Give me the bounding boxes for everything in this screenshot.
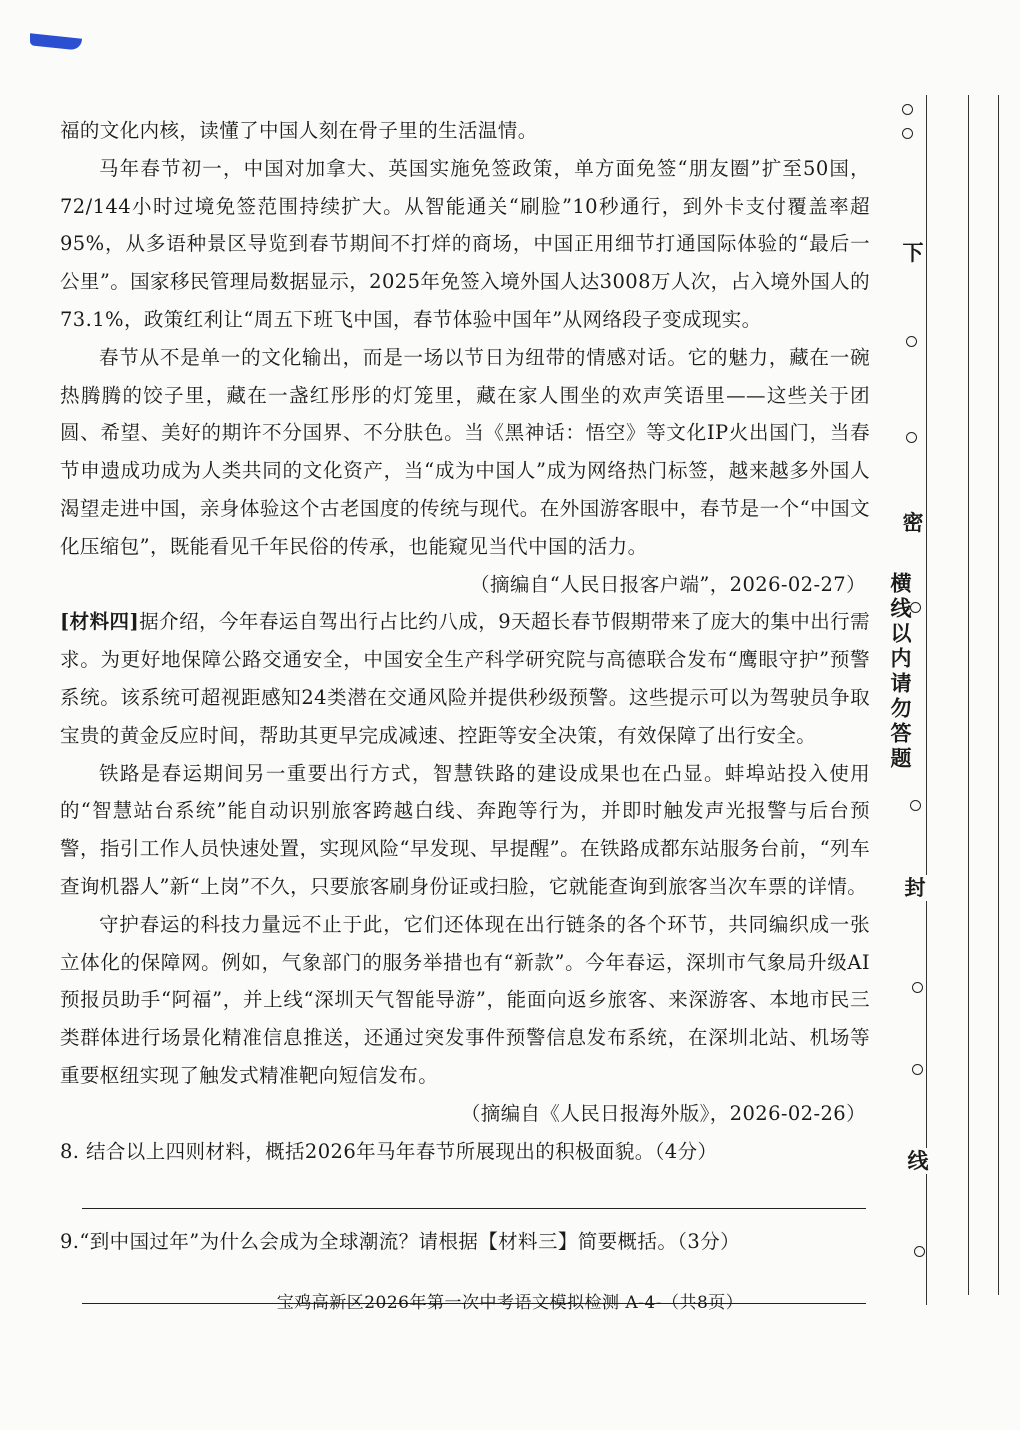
margin-line [968, 95, 969, 1295]
question-9: 9.“到中国过年”为什么会成为全球潮流？请根据【材料三】简要概括。（3分） [60, 1230, 740, 1254]
binding-char-feng: 封 [902, 875, 928, 901]
seal-line [926, 95, 927, 1305]
circle-mark [906, 432, 917, 443]
answer-line-q8[interactable] [82, 1208, 866, 1209]
binding-notice: 横线以内请勿答题 [888, 572, 913, 772]
source-citation: （摘编自《人民日报海外版》，2026-02-26） [460, 1101, 866, 1125]
circle-mark [910, 800, 921, 811]
blue-ink-mark [30, 33, 82, 50]
binding-char-xia: 下 [900, 240, 926, 266]
paragraph-text: 据介绍，今年春运自驾出行占比约八成，9天超长春节假期带来了庞大的集中出行需求。为更好地保障公路交通安全，中国安全生产科学研究院与高德联合发布“鹰眼守护”预警系统。该系统可超视距感知24类潜在交通风险并提供秒级预警。这些提示可以为驾驶员争取宝贵的黄金反应时间，帮助其更早完成减速、控距等安全决策，有效保障了出行安全。 [60, 610, 870, 747]
question-8: 8. 结合以上四则材料，概括2026年马年春节所展现出的积极面貌。（4分） [60, 1139, 718, 1163]
paragraph-material-four [60, 603, 870, 754]
circle-mark [914, 1246, 925, 1257]
circle-mark [912, 982, 923, 993]
paragraph: 春节从不是单一的文化输出，而是一场以节日为纽带的情感对话。它的魅力，藏在一碗热腾腾的饺子里，藏在一盏红彤彤的灯笼里，藏在家人围坐的欢声笑语里——这些关于团圆、希望、美好的期许不分国界、不分肤色。当《黑神话：悟空》等文化IP火出国门，当春节申遗成功成为人类共同的文化资产，当“成为中国人”成为网络热门标签，越来越多外国人渴望走进中国，亲身体验这个古老国度的传统与现代。在外国游客眼中，春节是一个“中国文化压缩包”，既能看见千年民俗的传承，也能窥见当代中国的活力。 [60, 345, 870, 558]
circle-mark [902, 128, 913, 139]
circle-mark [912, 1064, 923, 1075]
paragraph: 守护春运的科技力量远不止于此，它们还体现在出行链条的各个环节，共同编织成一张立体化的保障网。例如，气象部门的服务举措也有“新款”。今年春运，深圳市气象局升级AI预报员助手“阿福”，并上线“深圳天气智能导游”，能面向返乡旅客、来深游客、本地市民三类群体进行场景化精准信息推送，还通过突发事件预警信息发布系统，在深圳北站、机场等重要枢纽实现了触发式精准靶向短信发布。 [60, 912, 870, 1087]
binding-char-mi: 密 [900, 510, 926, 536]
page-footer: 宝鸡高新区2026年第一次中考语文模拟检测 A-4-（共8页） [276, 1293, 744, 1313]
margin-line [998, 95, 999, 1295]
paragraph: 铁路是春运期间另一重要出行方式，智慧铁路的建设成果也在凸显。蚌埠站投入使用的“智慧站台系统”能自动识别旅客跨越白线、奔跑等行为，并即时触发声光报警与后台预警，指引工作人员快速处置，实现风险“早发现、早提醒”。在铁路成都东站服务台前，“列车查询机器人”新“上岗”不久，只要旅客刷身份证或扫脸，它就能查询到旅客当次车票的详情。 [60, 761, 870, 898]
circle-mark [902, 104, 913, 115]
source-citation: （摘编自“人民日报客户端”，2026-02-27） [470, 572, 866, 596]
material-tag: [材料四] [60, 610, 140, 634]
paragraph: 福的文化内核，读懂了中国人刻在骨子里的生活温情。 [60, 119, 538, 142]
circle-mark [906, 336, 917, 347]
reading-material [60, 112, 870, 1318]
binding-char-xian: 线 [905, 1148, 931, 1174]
paragraph: 马年春节初一，中国对加拿大、英国实施免签政策，单方面免签“朋友圈”扩至50国，72/144小时过境免签范围持续扩大。从智能通关“刷脸”10秒通行，到外卡支付覆盖率超95%，从多语种景区导览到春节期间不打烊的商场，中国正用细节打通国际体验的“最后一公里”。国家移民管理局数据显示，2025年免签入境外国人达3008万人次，占入境外国人的73.1%，政策红利让“周五下班飞中国，春节体验中国年”从网络段子变成现实。 [60, 156, 870, 331]
